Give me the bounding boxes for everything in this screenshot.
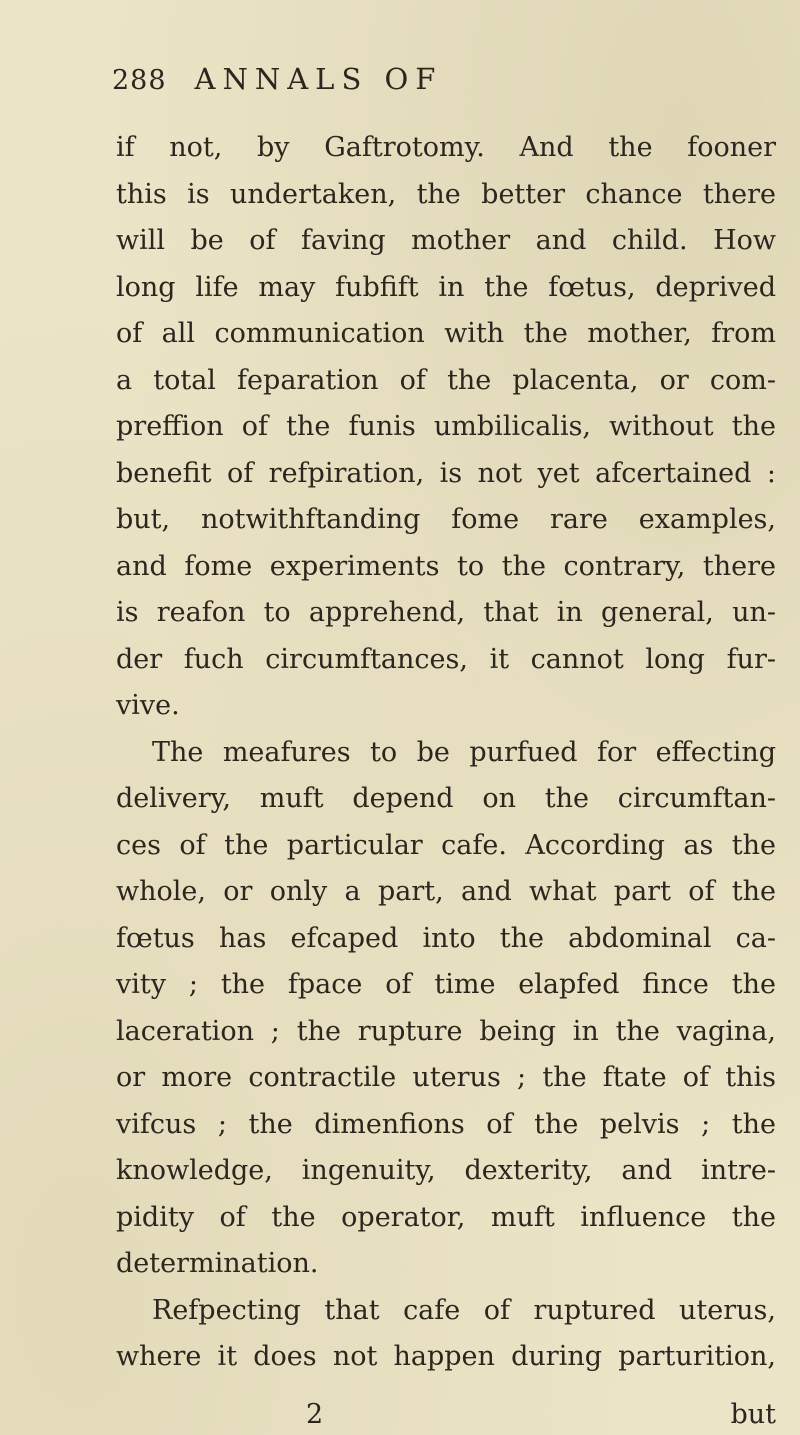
text-line: laceration ; the rupture being in the vagina, [116, 1015, 776, 1047]
text-line: this is undertaken, the better chance there [116, 178, 776, 210]
text-line: is reafon to apprehend, that in general, un- [116, 597, 776, 628]
page-footer [116, 1400, 776, 1430]
paragraph-start-line: Refpecting that cafe of ruptured uterus, [152, 1294, 776, 1326]
paragraph-start-line: The meafures to be purfued for effecting [152, 736, 776, 768]
text-line: or more contractile uterus ; the ftate of this [116, 1062, 776, 1093]
catchword: but [730, 1399, 776, 1430]
body-text [116, 125, 776, 1381]
running-head [112, 62, 442, 102]
text-line: knowledge, ingenuity, dexterity, and intre- [116, 1155, 776, 1186]
text-line: will be of faving mother and child. How [116, 225, 776, 256]
text-line: but, notwithftanding fome rare examples, [116, 504, 776, 535]
text-line: ces of the particular cafe. According as the [116, 829, 776, 861]
running-title: ANNALS OF [194, 62, 443, 96]
text-line: fœtus has efcaped into the abdominal ca- [116, 922, 776, 954]
text-line: benefit of refpiration, is not yet afcertained : [116, 457, 776, 489]
text-line: a total feparation of the placenta, or com- [116, 364, 776, 396]
signature-mark: 2 [306, 1399, 324, 1430]
text-line: and fome experiments to the contrary, there [116, 550, 776, 582]
text-line: preffion of the funis umbilicalis, without the [116, 411, 776, 442]
text-line: vive. [116, 690, 180, 721]
text-line: if not, by Gaftrotomy. And the fooner [116, 132, 776, 163]
text-line: determination. [116, 1248, 319, 1279]
text-line: vity ; the fpace of time elapfed fince the [116, 969, 776, 1000]
text-line: of all communication with the mother, from [116, 318, 776, 349]
text-line: where it does not happen during parturition, [116, 1341, 776, 1372]
text-line: whole, or only a part, and what part of the [116, 876, 776, 907]
text-line: der fuch circumftances, it cannot long fur- [116, 643, 776, 675]
text-line: vifcus ; the dimenfions of the pelvis ; the [116, 1108, 776, 1140]
text-line: pidity of the operator, muft influence the [116, 1201, 776, 1233]
text-line: delivery, muft depend on the circumftan- [116, 783, 776, 814]
page-number: 288 [112, 65, 167, 96]
text-line: long life may fubfift in the fœtus, deprived [116, 271, 776, 303]
